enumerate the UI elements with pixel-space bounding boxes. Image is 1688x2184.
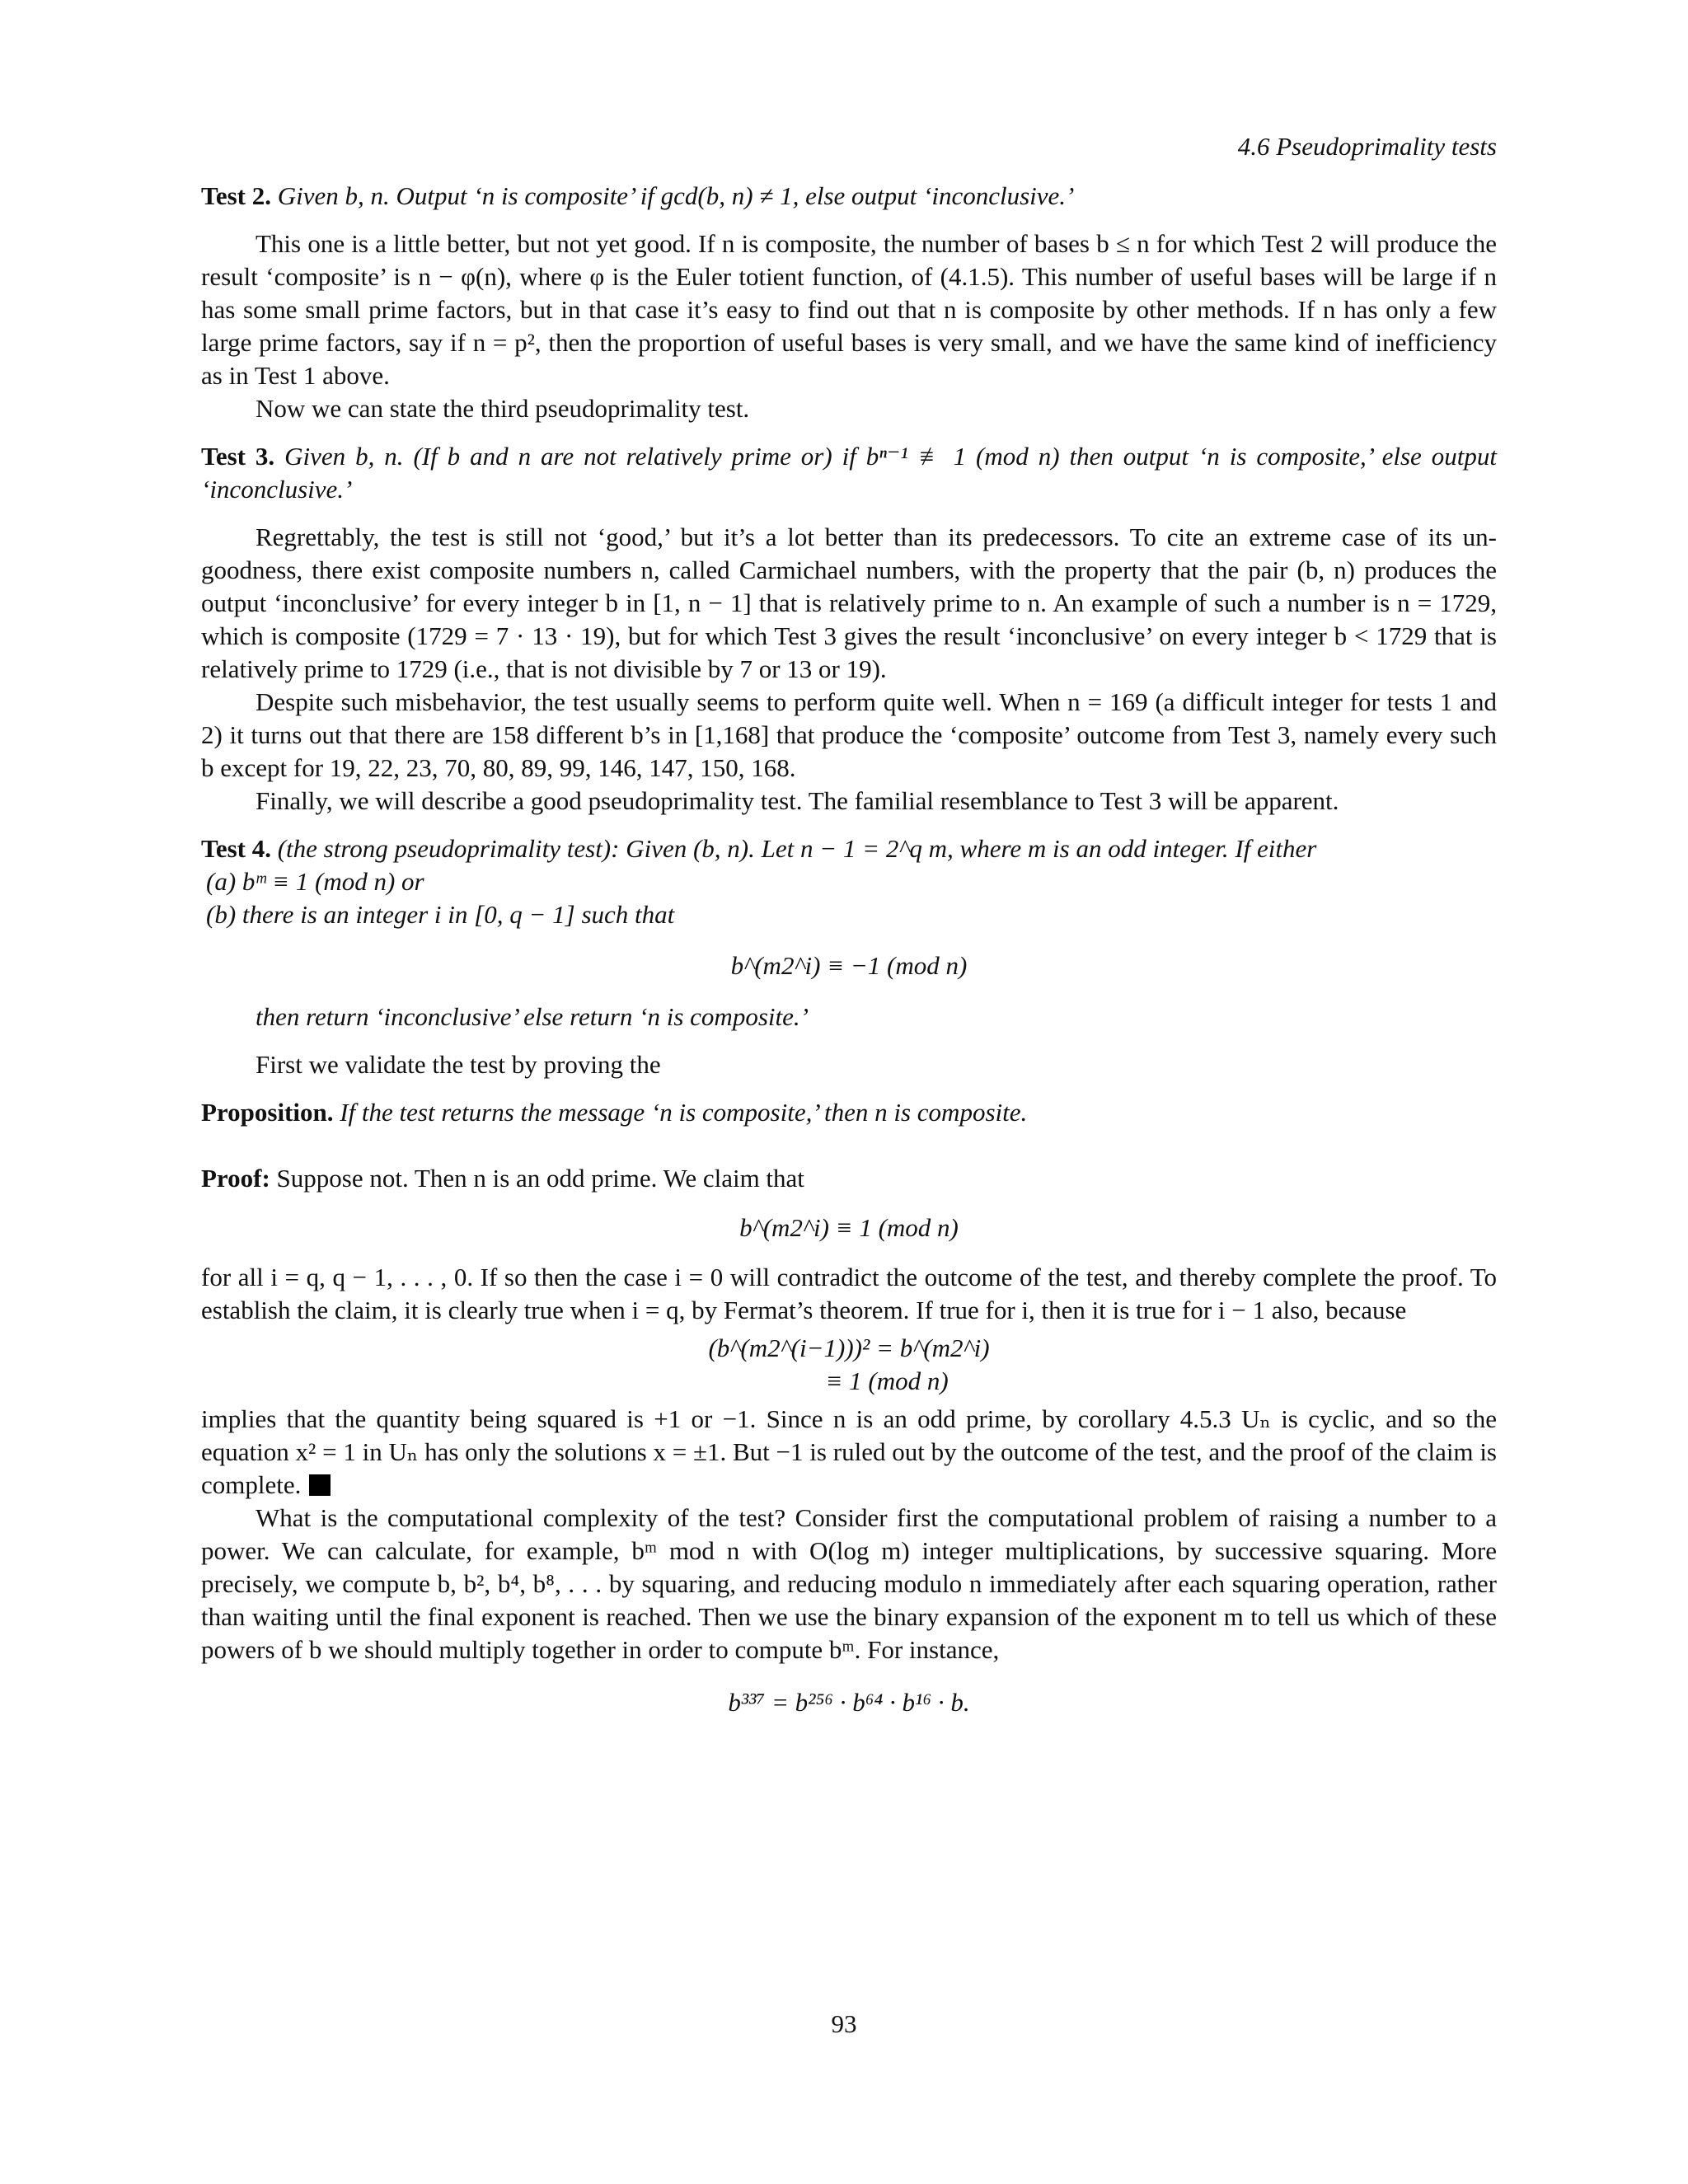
test4-item-b: (b) there is an integer i in [0, q − 1] such that: [206, 900, 675, 929]
test2-statement: Given b, n. Output ‘n is composite’ if gcd(b, n) ≠ 1, else output ‘inconclusive.’: [277, 181, 1075, 210]
proof-label: Proof:: [201, 1164, 270, 1193]
test4-conclusion: then return ‘inconclusive’ else return ‘n is composite.’: [256, 1002, 809, 1031]
page-number: 93: [831, 2009, 857, 2038]
test4-label: Test 4.: [201, 834, 271, 863]
test4-item-a: (a) bᵐ ≡ 1 (mod n) or: [206, 867, 424, 896]
paragraph-5: Finally, we will describe a good pseudoprimality test. The familial resemblance to Test 3 will be apparent.: [256, 786, 1339, 815]
paragraph-9: What is the computational complexity of the test? Consider first the computational problem of raising a number to a power. We can calculate, for example, bᵐ mod n with O(log m) integer multiplications, by successive squaring. More precisely, we compute b, b², b⁴, b⁸, . . . by squaring, and reducing modulo n immediately after each squaring operation, rather than waiting until the final exponent is reached. Then we use the binary expansion of the exponent m to tell us which of these powers of b we should multiply together in order to compute bᵐ. For instance,: [201, 1503, 1497, 1664]
paragraph-6: First we validate the test by proving the: [256, 1050, 661, 1079]
proof-equation-line-2: ≡ 1 (mod n): [825, 1366, 949, 1395]
final-display-equation: b³³⁷ = b²⁵⁶ · b⁶⁴ · b¹⁶ · b.: [728, 1688, 970, 1717]
proposition-statement: If the test returns the message ‘n is composite,’ then n is composite.: [340, 1098, 1028, 1127]
test2-block: [201, 180, 1497, 213]
paragraph-1: This one is a little better, but not yet good. If n is composite, the number of bases b ≤ n for which Test 2 will produce the result ‘composite’ is n − φ(n), where φ is the Euler totient function, of (4.1.5). This number of useful bases will be large if n has some small prime factors, but in that case it’s easy to find out that n is composite by other methods. If n has only a few large prime factors, say if n = p², then the proportion of useful bases is very small, and we have the same kind of inefficiency as in Test 1 above.: [201, 229, 1497, 390]
paragraph-8: [201, 1403, 1497, 1502]
paragraph-8-text: implies that the quantity being squared is +1 or −1. Since n is an odd prime, by corollary 4.5.3 Uₙ is cyclic, and so the equation x² = 1 in Uₙ has only the solutions x = ±1. But −1 is ruled out by the outcome of the test, and the proof of the claim is complete.: [201, 1404, 1497, 1499]
page-body: [201, 132, 1497, 1731]
proof-equation-line-1: (b^(m2^(i−1)))² = b^(m2^i): [708, 1333, 990, 1362]
paragraph-7: for all i = q, q − 1, . . . , 0. If so then the case i = 0 will contradict the outcome of the test, and thereby complete the proof. To establish the claim, it is clearly true when i = q, by Fermat’s theorem. If true for i, then it is true for i − 1 also, because: [201, 1263, 1497, 1324]
test3-statement: Given b, n. (If b and n are not relatively prime or) if bⁿ⁻¹ ≢ 1 (mod n) then output ‘n is composite,’ else output ‘inconclusive.’: [201, 442, 1497, 504]
proposition-label: Proposition.: [201, 1098, 334, 1127]
running-header: 4.6 Pseudoprimality tests: [1237, 132, 1497, 161]
test3-label: Test 3.: [201, 442, 275, 471]
proof-aligned-equation: [201, 1332, 1497, 1398]
test4-block: [201, 832, 1497, 865]
proof-block: [201, 1162, 1497, 1195]
paragraph-2: Now we can state the third pseudoprimality test.: [256, 394, 750, 423]
qed-square-icon: [309, 1474, 331, 1496]
proof-claim-equation: b^(m2^i) ≡ 1 (mod n): [739, 1213, 959, 1242]
test3-block: [201, 440, 1497, 506]
test4-statement: (the strong pseudoprimality test): Given (b, n). Let n − 1 = 2^q m, where m is an odd integer. If either: [277, 834, 1317, 863]
test4-display-equation: b^(m2^i) ≡ −1 (mod n): [730, 951, 968, 980]
paragraph-3: Regrettably, the test is still not ‘good,’ but it’s a lot better than its predecessors. To cite an extreme case of its un-goodness, there exist composite numbers n, called Carmichael numbers, with the property that the pair (b, n) produces the output ‘inconclusive’ for every integer b in [1, n − 1] that is relatively prime to n. An example of such a number is n = 1729, which is composite (1729 = 7 · 13 · 19), but for which Test 3 gives the result ‘inconclusive’ on every integer b < 1729 that is relatively prime to 1729 (i.e., that is not divisible by 7 or 13 or 19).: [201, 523, 1497, 683]
proposition-block: [201, 1096, 1497, 1129]
proof-intro: Suppose not. Then n is an odd prime. We claim that: [276, 1164, 804, 1193]
test2-label: Test 2.: [201, 181, 271, 210]
paragraph-4: Despite such misbehavior, the test usually seems to perform quite well. When n = 169 (a difficult integer for tests 1 and 2) it turns out that there are 158 different b’s in [1,168] that produce the ‘composite’ outcome from Test 3, namely every such b except for 19, 22, 23, 70, 80, 89, 99, 146, 147, 150, 168.: [201, 687, 1497, 782]
